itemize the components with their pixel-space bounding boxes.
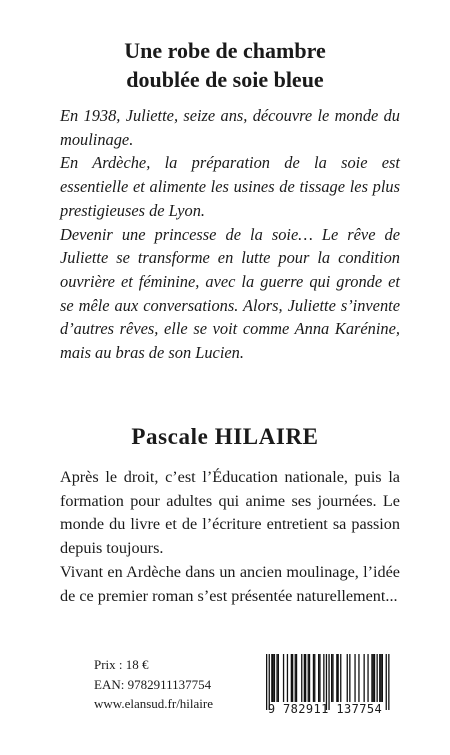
barcode-bar xyxy=(338,654,339,702)
barcode-bar xyxy=(379,654,380,702)
barcode-bar xyxy=(364,654,365,702)
book-title xyxy=(0,36,450,94)
barcode-bar xyxy=(271,654,272,702)
barcode-bar xyxy=(347,654,348,702)
barcode-bar xyxy=(304,654,305,702)
website-link[interactable]: www.elansud.fr/hilaire xyxy=(94,696,214,711)
price-text: Prix : 18 € xyxy=(94,657,149,672)
synopsis-paragraph: Devenir une princesse de la soie… Le rêve de Juliette se transforme en lutte pour la condition ouvrière et féminine, avec la guerre qui gronde et se mêle aux conversations. Alors, Juliette s’invente d’autres rêves, elle se voit comme Anna Karénine, mais au bras de son Lucien. xyxy=(60,224,400,363)
barcode-bar xyxy=(296,654,297,702)
synopsis-paragraph: En Ardèche, la préparation de la soie est essentielle et alimente les usines de tissage les plus prestigieuses de Lyon. xyxy=(60,153,400,220)
barcode-bar xyxy=(367,654,368,702)
barcode-bar xyxy=(276,654,277,702)
barcode-bar xyxy=(305,654,306,702)
barcode-bar xyxy=(371,654,372,702)
barcode-bar xyxy=(283,654,284,702)
barcode-bar xyxy=(374,654,375,702)
barcode-bar xyxy=(287,654,288,702)
barcode-bar xyxy=(291,654,292,702)
barcode-bar xyxy=(373,654,374,702)
barcode-bar xyxy=(295,654,296,702)
barcode-bar xyxy=(278,654,279,702)
title-line-1: Une robe de chambre xyxy=(124,38,326,63)
barcode-bar xyxy=(274,654,275,702)
bio-paragraph: Après le droit, c’est l’Éducation nationale, puis la formation pour adultes qui anime ses journées. Le monde du livre et de l’écriture entretient sa passion depuis toujours. xyxy=(60,468,400,558)
barcode-bar xyxy=(336,654,337,702)
barcode-bar xyxy=(313,654,314,702)
synopsis-paragraph: En 1938, Juliette, seize ans, découvre le monde du moulinage. xyxy=(60,106,400,149)
bio-paragraph: Vivant en Ardèche dans un ancien moulinage, l’idée de ce premier roman s’est présentée naturellement... xyxy=(60,562,400,605)
title-line-2: doublée de soie bleue xyxy=(126,67,324,92)
barcode xyxy=(254,652,396,718)
barcode-bar xyxy=(354,654,355,702)
barcode-bar xyxy=(332,654,333,702)
author-bio xyxy=(60,466,400,608)
synopsis xyxy=(60,104,400,365)
barcode-bar xyxy=(309,654,310,702)
barcode-bar xyxy=(340,654,341,702)
barcode-digits: 9 782911 137754 xyxy=(267,702,383,716)
book-info xyxy=(94,655,213,714)
barcode-bar xyxy=(318,654,319,702)
barcode-bar xyxy=(358,654,359,702)
barcode-bar xyxy=(323,654,324,702)
barcode-bar xyxy=(377,654,378,702)
author-name: Pascale HILAIRE xyxy=(131,424,319,449)
barcode-bar xyxy=(314,654,315,702)
barcode-bar xyxy=(308,654,309,702)
barcode-bar xyxy=(331,654,332,702)
barcode-bar xyxy=(319,654,320,702)
ean-text: EAN: 9782911137754 xyxy=(94,676,212,692)
barcode-bar xyxy=(273,654,274,702)
barcode-bar xyxy=(349,654,350,702)
barcode-bar xyxy=(301,654,302,702)
barcode-bar xyxy=(382,654,383,702)
barcode-bar xyxy=(292,654,293,702)
barcode-bar xyxy=(380,654,381,702)
